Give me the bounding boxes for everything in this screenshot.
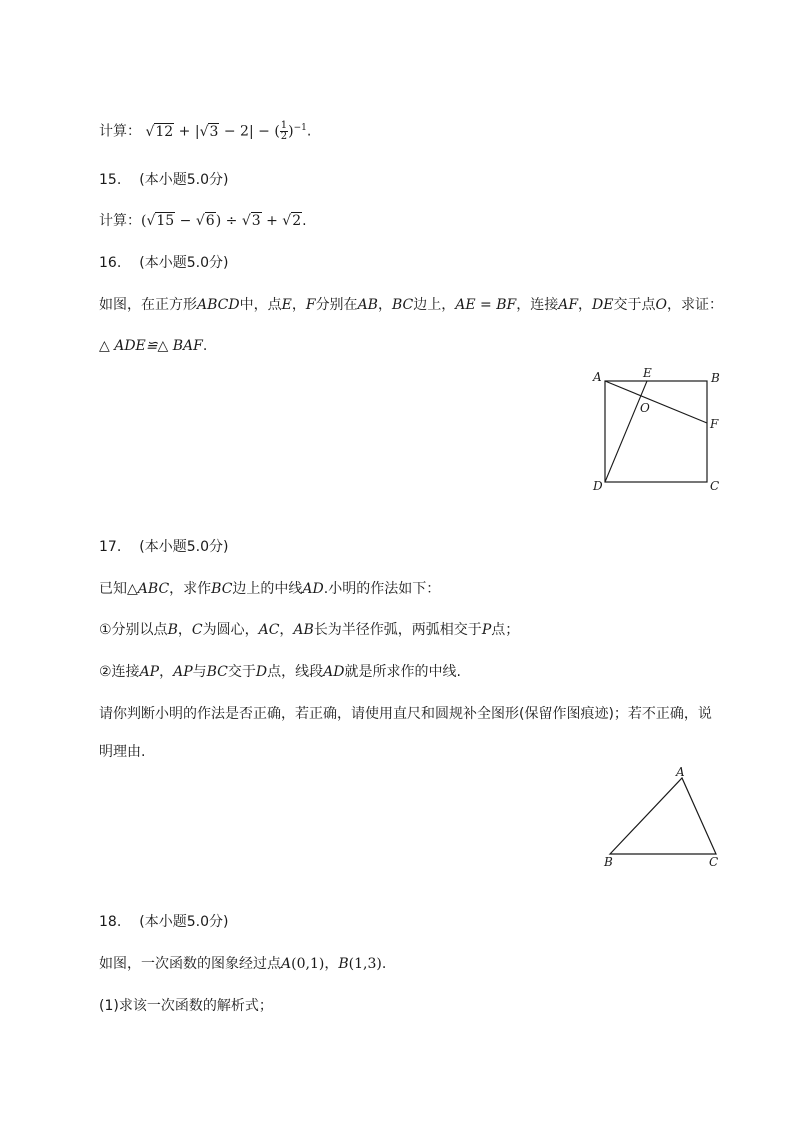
segment-af: [605, 381, 707, 423]
q14-prefix: 计算：: [99, 123, 141, 140]
question-number: 15.: [99, 172, 122, 188]
label-a: A: [676, 765, 685, 779]
question-score: (本小题5.0分): [139, 914, 229, 930]
q17-line1: 已知△ABC，求作BC边上的中线AD.小明的作法如下：: [99, 581, 441, 597]
paren-close: ): [288, 123, 294, 140]
label-c: C: [710, 479, 720, 493]
radical-3: √3: [241, 213, 261, 229]
paren-open: (: [141, 213, 147, 229]
triangle-abc: [610, 778, 716, 854]
q16-heading: [99, 253, 228, 273]
period: .: [302, 213, 307, 229]
label-e: E: [643, 366, 652, 380]
question-score: (本小题5.0分): [139, 172, 229, 188]
label-a: A: [593, 370, 602, 384]
abs-open: |: [194, 123, 200, 140]
label-d: D: [593, 479, 603, 493]
period: .: [306, 123, 312, 140]
q17-heading: [99, 537, 228, 557]
congruence-statement: △ ADE≌△ BAF: [99, 338, 203, 354]
square-figure: [588, 364, 724, 496]
radical-15: √15: [146, 213, 175, 229]
q15-prefix: 计算：: [99, 213, 141, 229]
segment-de: [605, 381, 647, 482]
q15-heading: [99, 170, 228, 190]
q15-line: [99, 211, 307, 231]
q16-line2: △ ADE≌△ BAF.: [99, 338, 208, 354]
question-number: 18.: [99, 914, 122, 930]
q16-line1: 如图，在正方形ABCD中，点E，F分别在AB，BC边上，AE = BF，连接AF，DE交于点O，求证：: [99, 297, 723, 313]
label-f: F: [710, 417, 719, 431]
question-number: 17.: [99, 539, 122, 555]
q18-line1: 如图，一次函数的图象经过点A(0,1)，B(1,3).: [99, 956, 387, 972]
radical-12: √12: [145, 123, 174, 140]
radical-6: √6: [195, 213, 215, 229]
label-b: B: [604, 855, 613, 869]
q17-line2: ①分别以点B，C为圆心，AC，AB长为半径作弧，两弧相交于P点；: [99, 622, 520, 638]
label-b: B: [711, 371, 720, 385]
exponent: −1: [293, 123, 307, 133]
abs-close: |: [248, 123, 254, 140]
question-score: (本小题5.0分): [139, 255, 229, 271]
plus-sign: +: [266, 213, 278, 229]
q18-line2: (1)求该一次函数的解析式；: [99, 998, 273, 1014]
q17-line4: 请你判断小明的作法是否正确，若正确，请使用直尺和圆规补全图形(保留作图痕迹)；若不正确，说: [99, 706, 712, 722]
minus-sign: −: [179, 213, 192, 229]
square-abcd: [605, 381, 707, 482]
label-o: O: [640, 401, 650, 415]
question-number: 16.: [99, 255, 122, 271]
triangle-figure: [596, 764, 728, 872]
plus-sign: +: [178, 123, 191, 140]
minus-two: − 2: [223, 123, 249, 140]
q18-heading: [99, 912, 228, 932]
label-c: C: [709, 855, 719, 869]
fraction-half: $\frac{1}{2}$: [280, 120, 288, 143]
q14-line: [99, 118, 311, 142]
paren-open: (: [274, 123, 280, 140]
question-score: (本小题5.0分): [139, 539, 229, 555]
divide-sign: ÷: [225, 213, 238, 229]
minus-sign: −: [258, 123, 270, 140]
q17-line3: ②连接AP，AP与BC交于D点，线段AD就是所求作的中线.: [99, 664, 461, 680]
paren-close: ): [215, 213, 222, 229]
radical-3: √3: [199, 123, 219, 140]
q17-line5: 明理由.: [99, 744, 146, 760]
radical-2: √2: [282, 213, 302, 229]
